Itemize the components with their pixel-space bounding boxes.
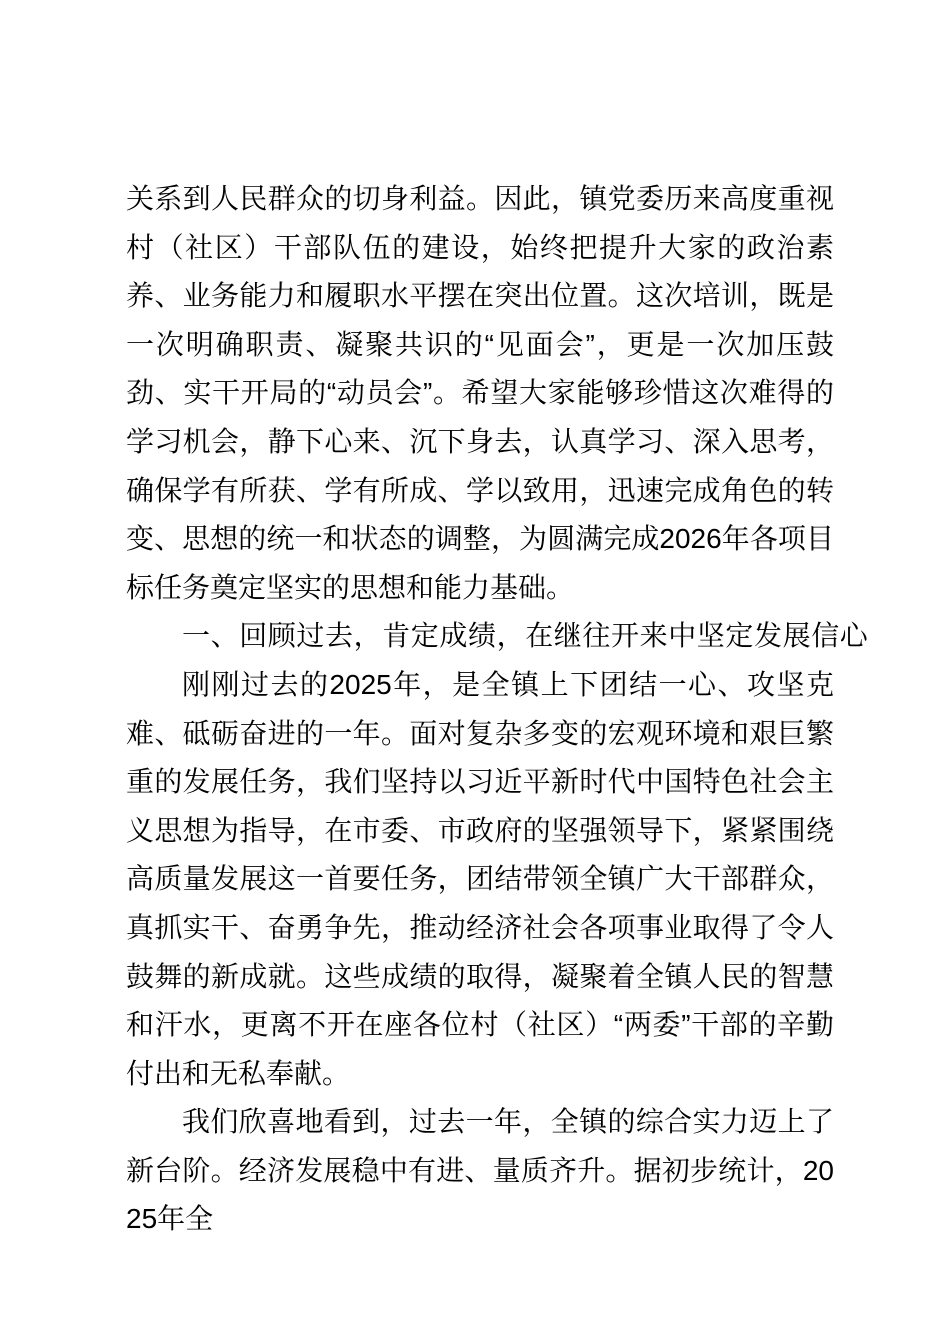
paragraph-opening-continued: 关系到人民群众的切身利益。因此，镇党委历来高度重视村（社区）干部队伍的建设，始终把提升大家的政治素养、业务能力和履职水平摆在突出位置。这次培训，既是一次明确职责、凝聚共识的“见面会”，更是一次加压鼓劲、实干开局的“动员会”。希望大家能够珍惜这次难得的学习机会，静下心来、沉下身去，认真学习、深入思考，确保学有所获、学有所成、学以致用，迅速完成角色的转变、思想的统一和状态的调整，为圆满完成2026年各项目标任务奠定坚实的思想和能力基础。 [126,183,834,603]
paragraph-year-review: 刚刚过去的2025年，是全镇上下团结一心、攻坚克难、砥砺奋进的一年。面对复杂多变的宏观环境和艰巨繁重的发展任务，我们坚持以习近平新时代中国特色社会主义思想为指导，在市委、市政府的坚强领导下，紧紧围绕高质量发展这一首要任务，团结带领全镇广大干部群众，真抓实干、奋勇争先，推动经济社会各项事业取得了令人鼓舞的新成就。这些成绩的取得，凝聚着全镇人民的智慧和汗水，更离不开在座各位村（社区）“两委”干部的辛勤付出和无私奉献。 [126,668,834,1089]
section-heading-one: 一、回顾过去，肯定成绩，在继往开来中坚定发展信心 [182,620,869,652]
paragraph-economic-progress: 我们欣喜地看到，过去一年，全镇的综合实力迈上了新台阶。经济发展稳中有进、量质齐升。据初步统计，2025年全 [126,1106,834,1235]
document-text-column [126,175,869,1244]
